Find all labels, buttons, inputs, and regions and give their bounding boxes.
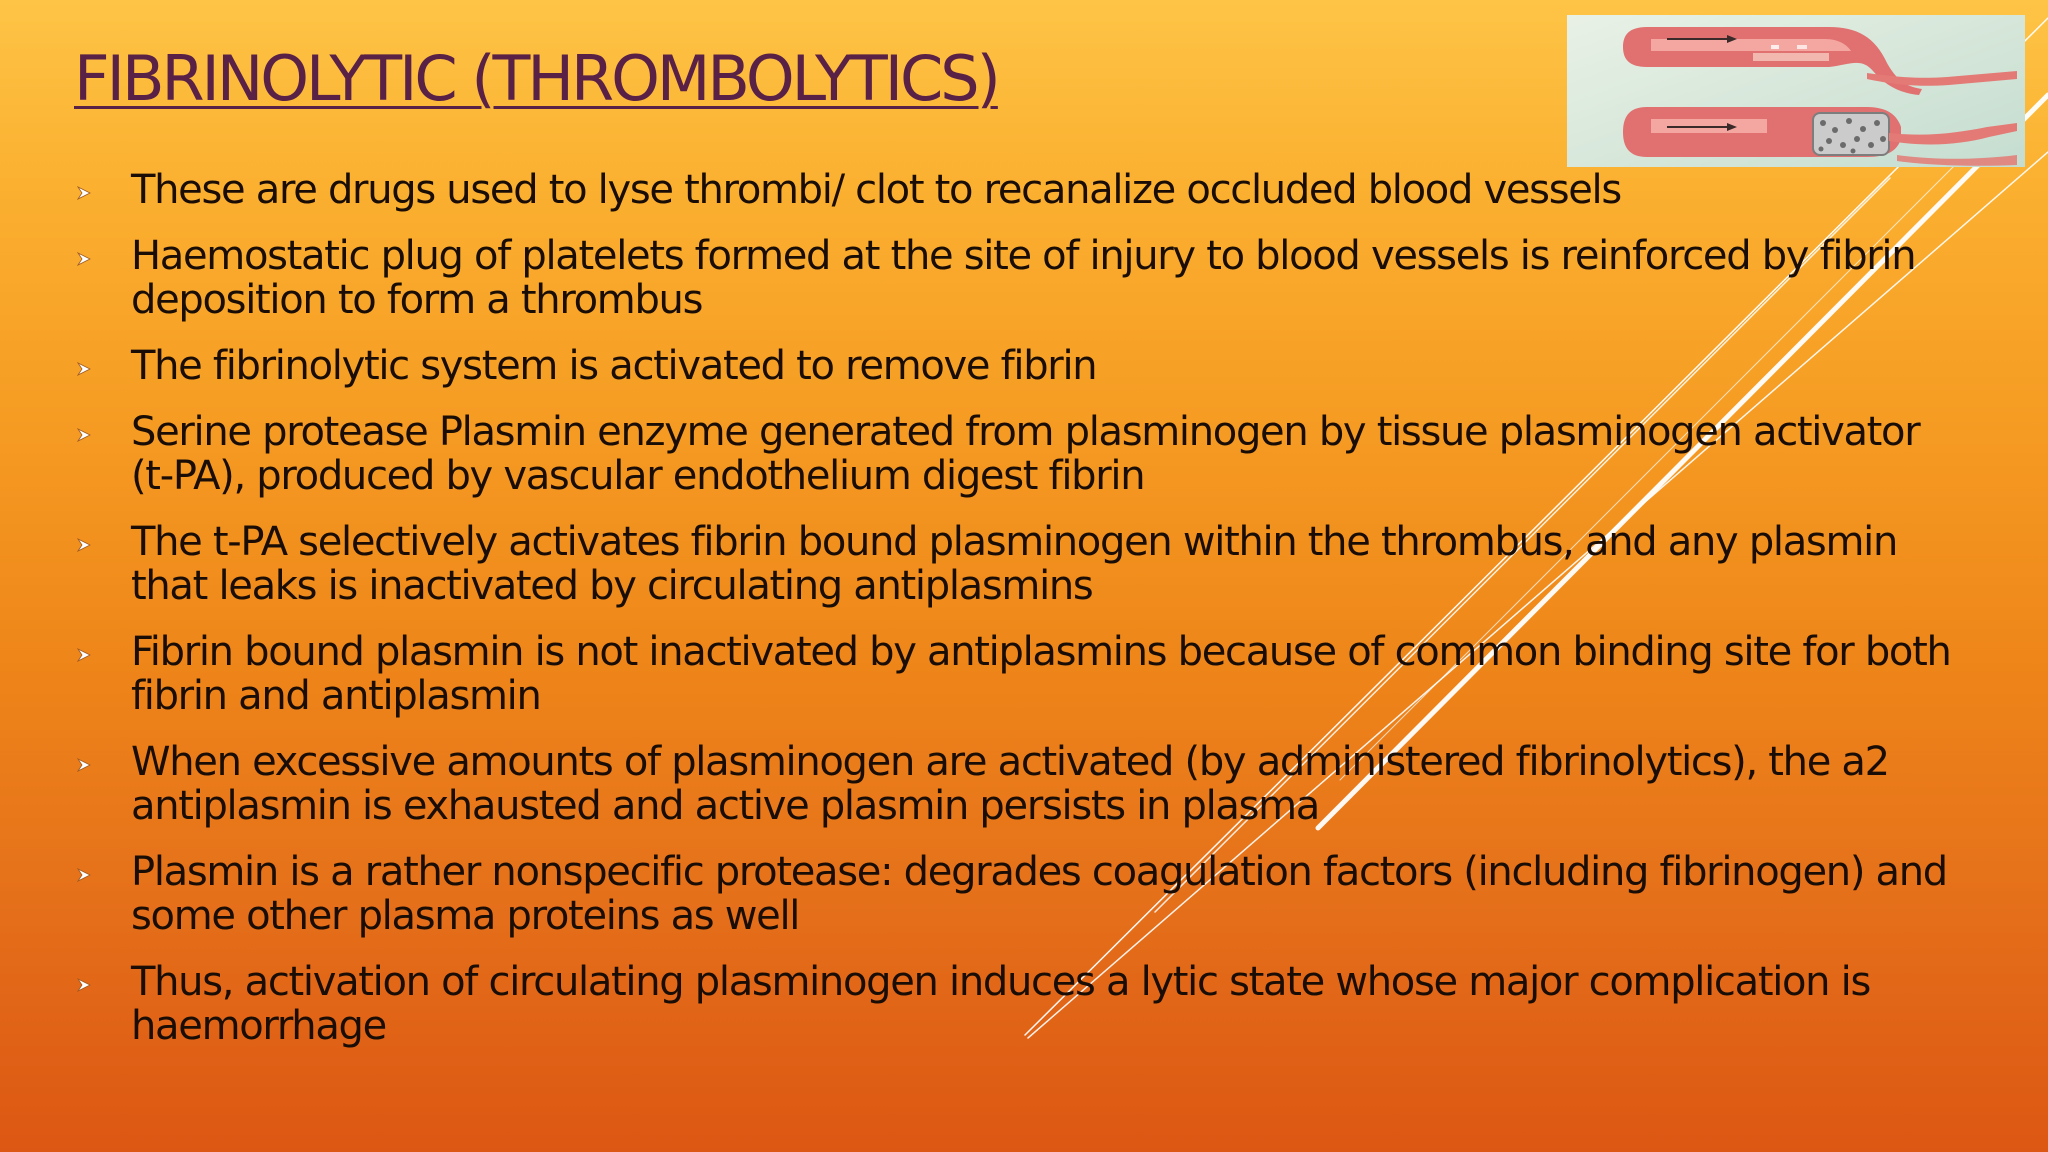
arrowhead-bullet-icon	[77, 428, 91, 442]
bullet-text: Fibrin bound plasmin is not inactivated by antiplasmins because of common binding site for both fibrin and antiplasmin	[131, 629, 1951, 719]
list-item	[0, 630, 1951, 718]
bullet-text: Thus, activation of circulating plasminogen induces a lytic state whose major complication is haemorrhage	[131, 959, 1871, 1049]
bullet-text: Serine protease Plasmin enzyme generated from plasminogen by tissue plasminogen activator (t-PA), produced by vascular endothelium digest fibrin	[131, 409, 1920, 499]
lower-vessel	[1623, 107, 2017, 166]
list-item	[0, 234, 1951, 322]
bullet-text: Plasmin is a rather nonspecific protease: degrades coagulation factors (including fibrinogen) and some other plasma proteins as well	[131, 849, 1947, 939]
arrowhead-bullet-icon	[77, 538, 91, 552]
bullet-text: These are drugs used to lyse thrombi/ clot to recanalize occluded blood vessels	[131, 167, 1621, 213]
arrowhead-bullet-icon	[77, 978, 91, 992]
arrowhead-bullet-icon	[77, 252, 91, 266]
upper-vessel	[1623, 27, 2017, 95]
bullet-text: The t-PA selectively activates fibrin bound plasminogen within the thrombus, and any plasmin that leaks is inactivated by circulating antiplasmins	[131, 519, 1898, 609]
list-item	[0, 168, 1951, 212]
arrowhead-bullet-icon	[77, 648, 91, 662]
bullet-list	[0, 168, 2048, 1070]
list-item	[0, 960, 1951, 1048]
list-item	[0, 850, 1951, 938]
list-item	[0, 740, 1951, 828]
arrowhead-bullet-icon	[77, 362, 91, 376]
list-item	[0, 344, 1951, 388]
list-item	[0, 410, 1951, 498]
arrowhead-bullet-icon	[77, 758, 91, 772]
bullet-text: Haemostatic plug of platelets formed at the site of injury to blood vessels is reinforced by fibrin deposition to form a thrombus	[131, 233, 1916, 323]
arrowhead-bullet-icon	[77, 868, 91, 882]
bullet-text: When excessive amounts of plasminogen are activated (by administered fibrinolytics), the a2 antiplasmin is exhausted and active plasmin persists in plasma	[131, 739, 1889, 829]
list-item	[0, 520, 1951, 608]
slide-title: FIBRINOLYTIC (THROMBOLYTICS)	[74, 42, 998, 115]
bullet-text: The fibrinolytic system is activated to remove fibrin	[131, 343, 1097, 389]
arrowhead-bullet-icon	[77, 186, 91, 200]
blood-vessel-thrombus-illustration	[1567, 15, 2025, 167]
